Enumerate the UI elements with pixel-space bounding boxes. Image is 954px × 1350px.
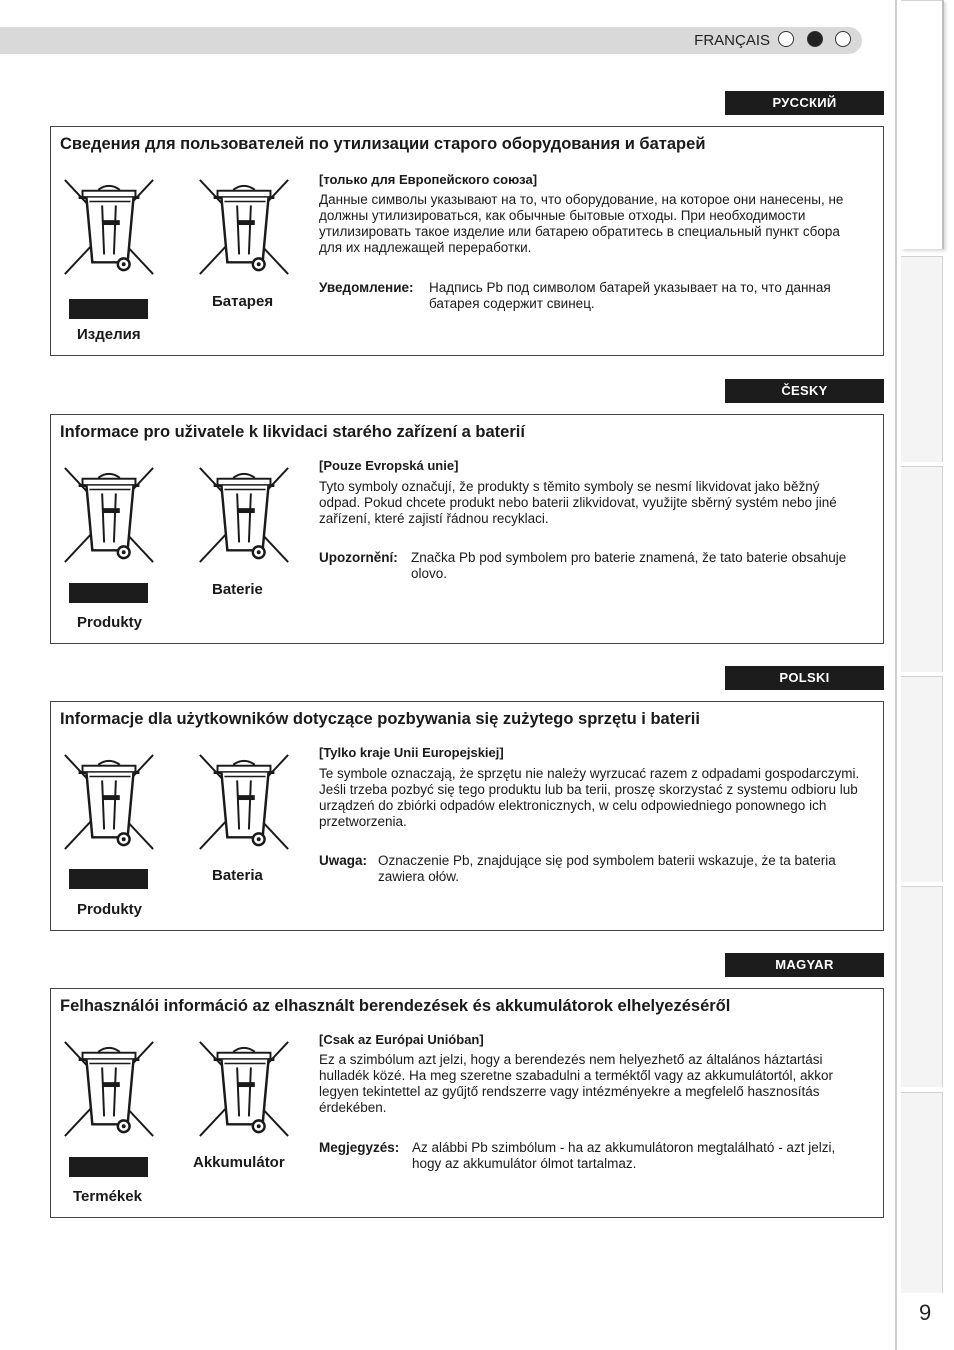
note-label: Megjegyzés: bbox=[319, 1140, 400, 1155]
section-language-label: MAGYAR bbox=[725, 953, 884, 977]
black-bar bbox=[69, 1157, 148, 1177]
products-caption: Produkty bbox=[77, 614, 143, 631]
note-text: Надпись Pb под символом батарей указывает на то, что данная батарея содержит свинец. bbox=[429, 280, 831, 311]
body-text: Te symbole oznaczają, że sprzętu nie należy wyrzucać razem z odpadami gospodarczymi. Jeśli trzeba pozbyć się tego produktu lub ba terii, proszę skorzystać z systemu odbioru lub urządzeń do zbiórki odpadów elektronicznych, w celu odpowiedniego ponownego ich przetworzenia. bbox=[319, 766, 860, 829]
products-caption: Produkty bbox=[77, 901, 143, 918]
side-tab[interactable] bbox=[901, 466, 943, 672]
section-box bbox=[50, 988, 884, 1218]
crossed-bin-icon bbox=[59, 175, 159, 279]
section-language-label: ČESKY bbox=[725, 379, 884, 403]
side-tab[interactable] bbox=[901, 676, 943, 882]
crossed-bin-icon bbox=[194, 1037, 294, 1141]
crossed-bin-icon bbox=[194, 175, 294, 279]
note-text: Az alábbi Pb szimbólum - ha az akkumulátoron megtalálható - azt jelzi, hogy az akkumulátor ólmot tartalmaz. bbox=[412, 1140, 836, 1171]
side-tab-active[interactable] bbox=[901, 0, 944, 249]
body-text: Данные символы указывают на то, что оборудование, на которое они нанесены, не должны утилизироваться, как обычные бытовые отходы. При необходимости утилизировать такое изделие или батарею обратитесь в специальный пункт сбора для их надлежащей переработки. bbox=[319, 192, 844, 255]
black-bar bbox=[69, 583, 148, 603]
side-tab[interactable] bbox=[901, 256, 943, 462]
note-text: Značka Pb pod symbolem pro baterie znamená, že tato baterie obsahuje olovo. bbox=[411, 550, 847, 581]
crossed-bin-icon bbox=[194, 750, 294, 854]
section-box bbox=[50, 126, 884, 356]
battery-caption: Baterie bbox=[212, 581, 263, 598]
crossed-bin-icon bbox=[59, 1037, 159, 1141]
note-text: Oznaczenie Pb, znajdujące się pod symbolem baterii wskazuje, że ta bateria zawiera ołów. bbox=[378, 853, 836, 884]
battery-caption: Bateria bbox=[212, 867, 263, 884]
battery-caption: Батарея bbox=[212, 293, 274, 310]
header-bar bbox=[0, 27, 862, 54]
section-language-label: РУССКИЙ bbox=[725, 91, 884, 115]
side-tab[interactable] bbox=[901, 886, 943, 1087]
header-language: FRANÇAIS bbox=[694, 32, 770, 49]
body-text: Tyto symboly označují, že produkty s těmito symboly se nesmí likvidovat jako běžný odpad. Pokud chcete produkt nebo baterii zlikvidovat, využijte sběrný systém nebo jiné zařízení, které zajistí řádnou recyklaci. bbox=[319, 479, 837, 526]
note-label: Уведомление: bbox=[319, 280, 414, 295]
circle-outline-icon bbox=[778, 31, 794, 47]
section-title: Informace pro uživatele k likvidaci starého zařízení a baterií bbox=[60, 423, 525, 441]
section-box bbox=[50, 701, 884, 931]
circle-outline-icon bbox=[835, 31, 851, 47]
region-text: [Tylko kraje Unii Europejskiej] bbox=[319, 745, 504, 760]
region-text: [Pouze Evropská unie] bbox=[319, 458, 459, 473]
circle-filled-icon bbox=[807, 31, 823, 47]
black-bar bbox=[69, 869, 148, 889]
crossed-bin-icon bbox=[59, 463, 159, 567]
page-number: 9 bbox=[919, 1300, 932, 1325]
black-bar bbox=[69, 299, 148, 319]
crossed-bin-icon bbox=[59, 750, 159, 854]
note-label: Uwaga: bbox=[319, 853, 368, 868]
side-tabs bbox=[895, 0, 954, 1350]
note-label: Upozornění: bbox=[319, 550, 398, 565]
section-language-label: POLSKI bbox=[725, 666, 884, 690]
body-text: Ez a szimbólum azt jelzi, hogy a berendezés nem helyezhető az általános háztartási hulladék közé. Ha meg szeretne szabadulni a terméktől vagy az akkumulátortól, akkor legyen tekintettel az gyűjtő rendszerre vagy intézményekre a megfelelő hasznosítás érdekében. bbox=[319, 1052, 834, 1115]
battery-caption: Akkumulátor bbox=[193, 1154, 285, 1171]
side-tab[interactable] bbox=[901, 1092, 943, 1293]
side-divider bbox=[895, 0, 897, 1350]
crossed-bin-icon bbox=[194, 463, 294, 567]
products-caption: Изделия bbox=[77, 326, 141, 343]
products-caption: Termékek bbox=[73, 1188, 142, 1205]
section-title: Сведения для пользователей по утилизации старого оборудования и батарей bbox=[60, 135, 706, 153]
section-title: Felhasználói információ az elhasznált berendezések és akkumulátorok elhelyezéséről bbox=[60, 997, 731, 1015]
region-text: [только для Европейского союза] bbox=[319, 172, 538, 187]
region-text: [Csak az Európai Unióban] bbox=[319, 1032, 484, 1047]
section-box bbox=[50, 414, 884, 644]
section-title: Informacje dla użytkowników dotyczące pozbywania się zużytego sprzętu i baterii bbox=[60, 710, 700, 728]
